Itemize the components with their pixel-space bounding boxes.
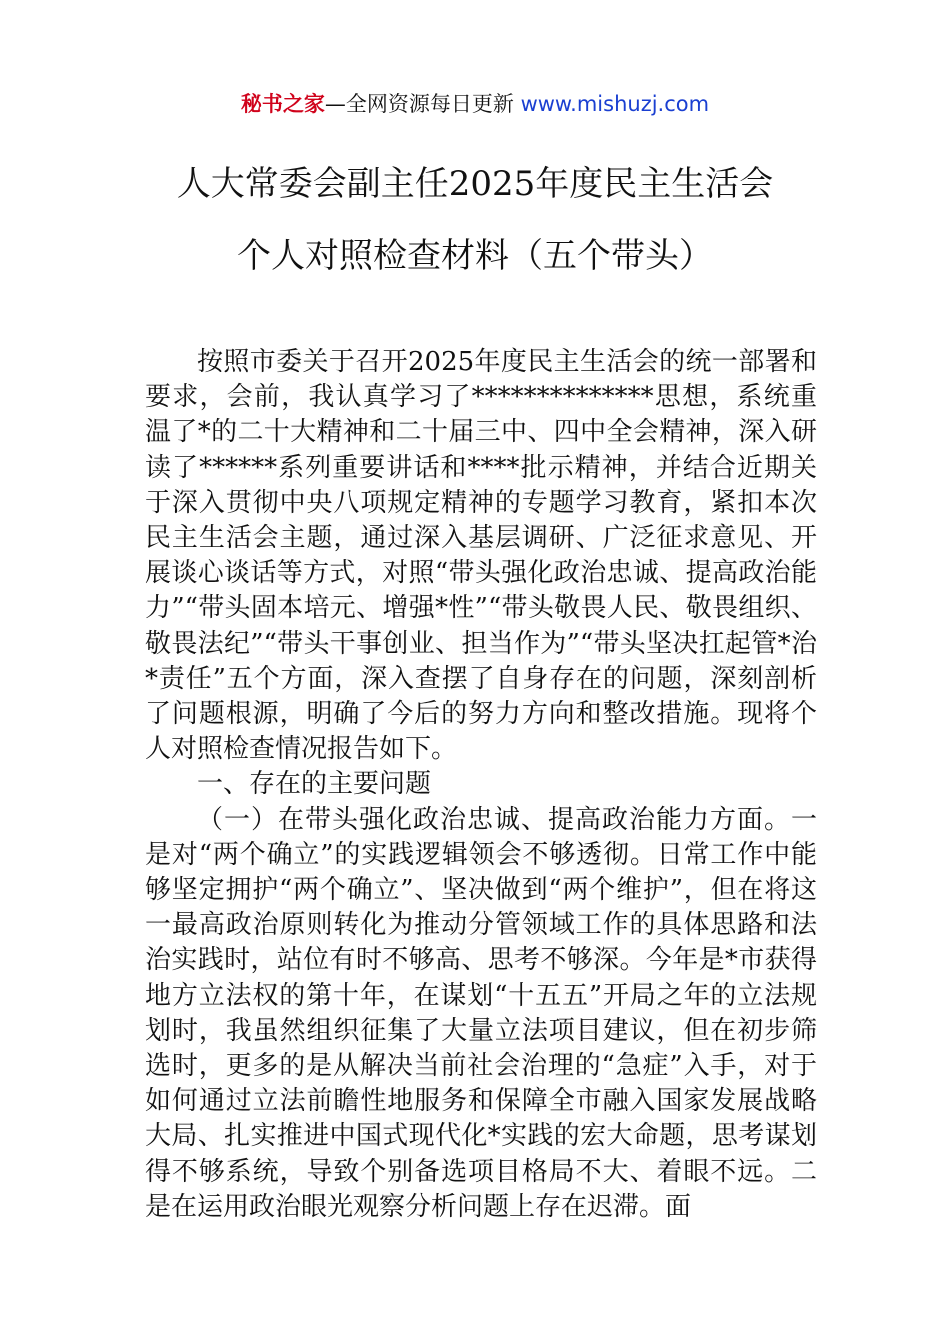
section-paragraph: （一）在带头强化政治忠诚、提高政治能力方面。一是对“两个确立”的实践逻辑领会不够透彻。日常工作中能够坚定拥护“两个确立”、坚决做到“两个维护”，但在将这一最高政治原则转化为推动分管领域工作的具体思路和法治实践时，站位有时不够高、思考不够深。今年是*市获得地方立法权的第十年，在谋划“十五五”开局之年的立法规划时，我虽然组织征集了大量立法项目建议，但在初步筛选时，更多的是从解决当前社会治理的“急症”入手，对于如何通过立法前瞻性地服务和保障全市融入国家发展战略大局、扎实推进中国式现代化*实践的宏大命题，思考谋划得不够系统，导致个别备选项目格局不大、着眼不远。二是在运用政治眼光观察分析问题上存在迟滞。面 bbox=[145, 804, 817, 1222]
site-url-link[interactable]: www.mishuzj.com bbox=[520, 92, 710, 116]
site-brand: 秘书之家 bbox=[240, 92, 325, 116]
site-header bbox=[0, 88, 950, 120]
section-heading: 一、存在的主要问题 bbox=[197, 769, 432, 800]
document-title-line-2: 个人对照检查材料（五个带头） bbox=[237, 236, 713, 276]
site-tagline: —全网资源每日更新 bbox=[324, 92, 521, 116]
document-body bbox=[145, 345, 817, 1225]
document-title-line-1: 人大常委会副主任2025年度民主生活会 bbox=[176, 164, 774, 204]
intro-paragraph: 按照市委关于召开2025年度民主生活会的统一部署和要求，会前，我认真学习了**************思想，系统重温了*的二十大精神和二十届三中、四中全会精神，深入研读了******系列重要讲话和****批示精神，并结合近期关于深入贯彻中央八项规定精神的专题学习教育，紧扣本次民主生活会主题，通过深入基层调研、广泛征求意见、开展谈心谈话等方式，对照“带头强化政治忠诚、提高政治能力”“带头固本培元、增强*性”“带头敬畏人民、敬畏组织、敬畏法纪”“带头干事创业、担当作为”“带头坚决扛起管*治*责任”五个方面，深入查摆了自身存在的问题，深刻剖析了问题根源，明确了今后的努力方向和整改措施。现将个人对照检查情况报告如下。 bbox=[145, 347, 817, 765]
